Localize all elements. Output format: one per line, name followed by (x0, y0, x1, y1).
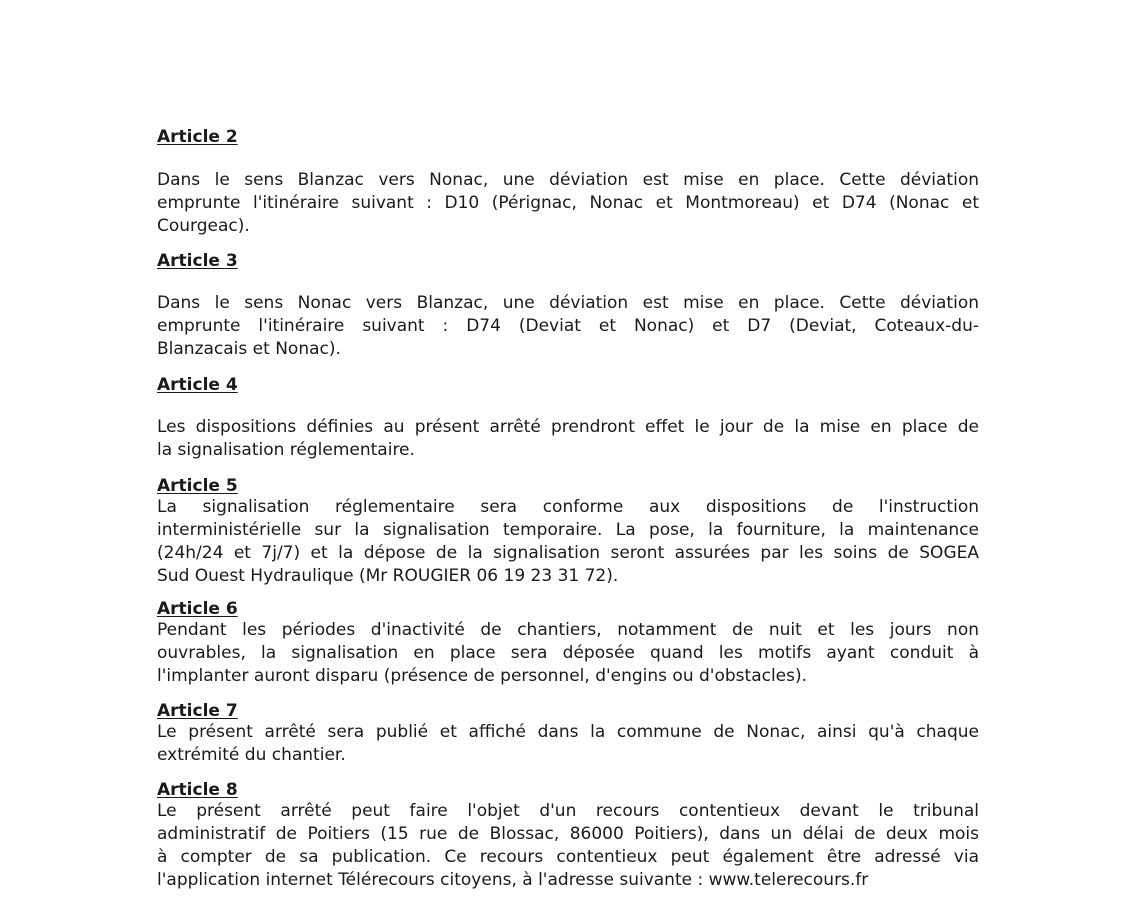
text-line: Dans le sens Nonac vers Blanzac, une déviation est mise en place. Cette déviation (157, 293, 979, 313)
article-3-text (157, 292, 979, 361)
text-line: emprunte l'itinéraire suivant : D10 (Pérignac, Nonac et Montmoreau) et D74 (Nonac et (157, 193, 979, 213)
article-2-heading: Article 2 (157, 127, 238, 147)
text-line: administratif de Poitiers (15 rue de Blossac, 86000 Poitiers), dans un délai de deux mois (157, 824, 979, 844)
article-6-heading: Article 6 (157, 599, 238, 619)
text-line: Le présent arrêté peut faire l'objet d'un recours contentieux devant le tribunal (157, 801, 979, 821)
text-line: (24h/24 et 7j/7) et la dépose de la signalisation seront assurées par les soins de SOGEA (157, 543, 979, 563)
text-line: Courgeac). (157, 216, 250, 236)
article-4-text (157, 416, 979, 462)
text-line: Pendant les périodes d'inactivité de chantiers, notamment de nuit et les jours non (157, 620, 979, 640)
text-line: la signalisation réglementaire. (157, 440, 415, 460)
text-line: ouvrables, la signalisation en place sera déposée quand les motifs ayant conduit à (157, 643, 979, 663)
text-line: l'implanter auront disparu (présence de personnel, d'engins ou d'obstacles). (157, 666, 808, 686)
article-5-heading: Article 5 (157, 476, 238, 496)
text-line: l'application internet Télérecours citoyens, à l'adresse suivante : www.telerecours.fr (157, 870, 869, 890)
text-line: extrémité du chantier. (157, 745, 346, 765)
article-8-text (157, 800, 979, 892)
article-6-text (157, 619, 979, 688)
article-7-text (157, 721, 979, 767)
text-line: Blanzacais et Nonac). (157, 339, 341, 359)
text-line: Les dispositions définies au présent arrêté prendront effet le jour de la mise en place de (157, 417, 979, 437)
article-3-heading: Article 3 (157, 251, 238, 271)
article-2-text (157, 169, 979, 238)
text-line: emprunte l'itinéraire suivant : D74 (Deviat et Nonac) et D7 (Deviat, Coteaux-du- (157, 316, 979, 336)
text-line: interministérielle sur la signalisation temporaire. La pose, la fourniture, la maintenance (157, 520, 979, 540)
text-line: Sud Ouest Hydraulique (Mr ROUGIER 06 19 23 31 72). (157, 566, 619, 586)
article-5-text (157, 496, 979, 588)
article-7-heading: Article 7 (157, 701, 238, 721)
article-4-heading: Article 4 (157, 375, 238, 395)
text-line: Le présent arrêté sera publié et affiché dans la commune de Nonac, ainsi qu'à chaque (157, 722, 979, 742)
text-line: Dans le sens Blanzac vers Nonac, une déviation est mise en place. Cette déviation (157, 170, 979, 190)
article-8-heading: Article 8 (157, 780, 238, 800)
text-line: La signalisation réglementaire sera conforme aux dispositions de l'instruction (157, 497, 979, 517)
text-line: à compter de sa publication. Ce recours contentieux peut également être adressé via (157, 847, 979, 867)
